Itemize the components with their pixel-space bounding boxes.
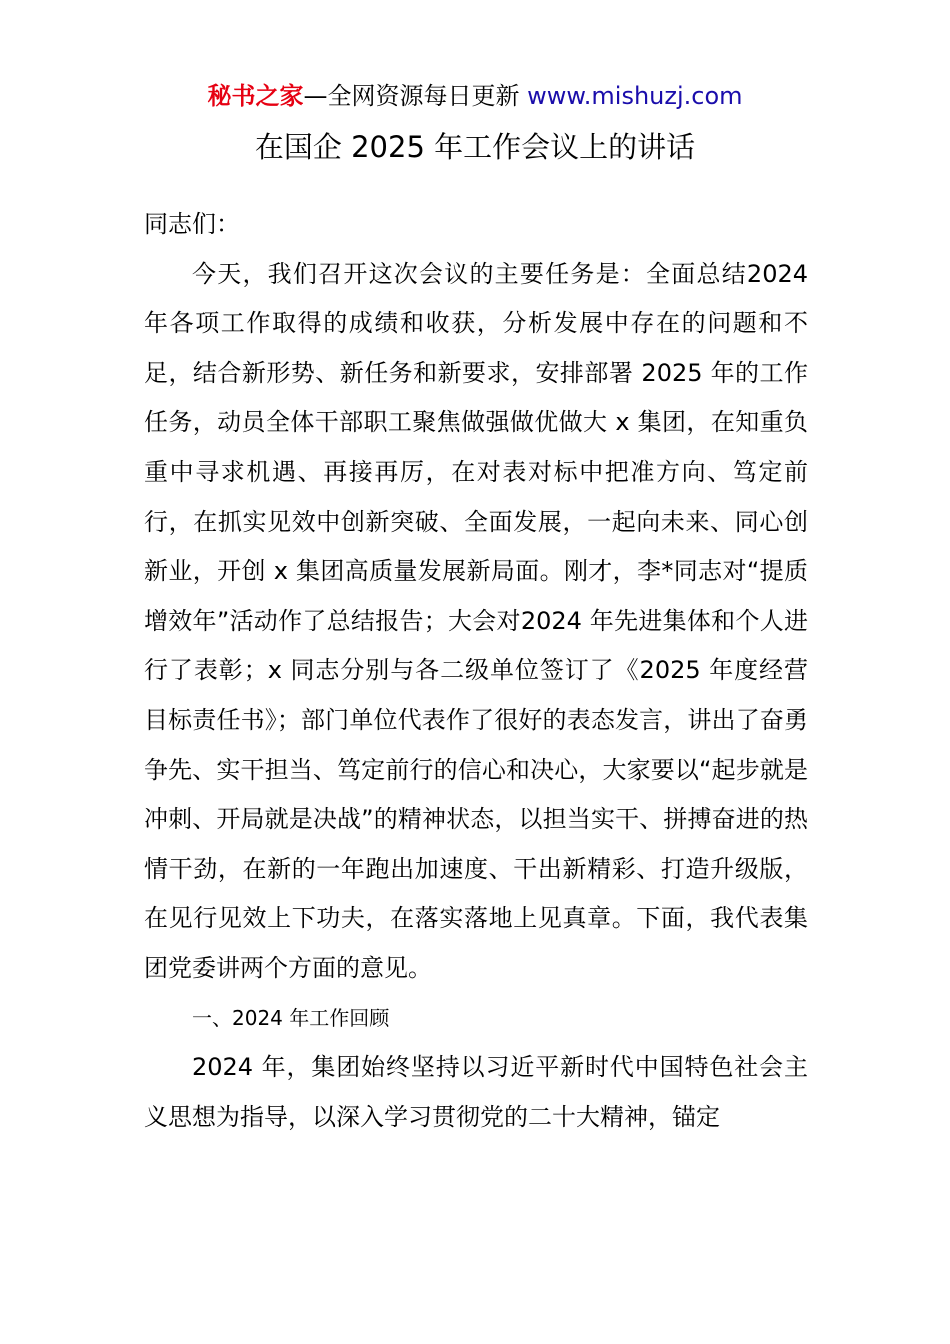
paragraph-review: 2024 年，集团始终坚持以习近平新时代中国特色社会主义思想为指导，以深入学习贯彻党的二十大精神，锚定 <box>144 1053 808 1131</box>
greeting: 同志们： <box>144 210 240 238</box>
document-title: 在国企 2025 年工作会议上的讲话 <box>254 130 696 164</box>
site-header <box>0 80 950 112</box>
site-tagline: —全网资源每日更新 <box>303 82 520 110</box>
document-body <box>144 200 808 1142</box>
site-url-link[interactable]: www.mishuzj.com <box>527 82 743 110</box>
site-name: 秘书之家 <box>207 82 304 110</box>
paragraph-opening: 今天，我们召开这次会议的主要任务是：全面总结2024 年各项工作取得的成绩和收获，分析发展中存在的问题和不足，结合新形势、新任务和新要求，安排部署 2025 年的工作任务，动员全体干部职工聚焦做强做优做大 x 集团，在知重负重中寻求机遇、再接再厉，在对表对标中把准方向、笃定前行，在抓实见效中创新突破、全面发展，一起向未来、同心创新业，开创 x 集团高质量发展新局面。刚才，李*同志对“提质增效年”活动作了总结报告；大会对2024 年先进集体和个人进行了表彰；x 同志分别与各二级单位签订了《2025 年度经营目标责任书》；部门单位代表作了很好的表态发言，讲出了奋勇争先、实干担当、笃定前行的信心和决心，大家要以“起步就是冲刺、开局就是决战”的精神状态，以担当实干、拼搏奋进的热情干劲，在新的一年跑出加速度、干出新精彩、打造升级版，在见行见效上下功夫，在落实落地上见真章。下面，我代表集团党委讲两个方面的意见。 <box>144 259 808 982</box>
section-heading: 一、2024 年工作回顾 <box>192 1005 390 1030</box>
